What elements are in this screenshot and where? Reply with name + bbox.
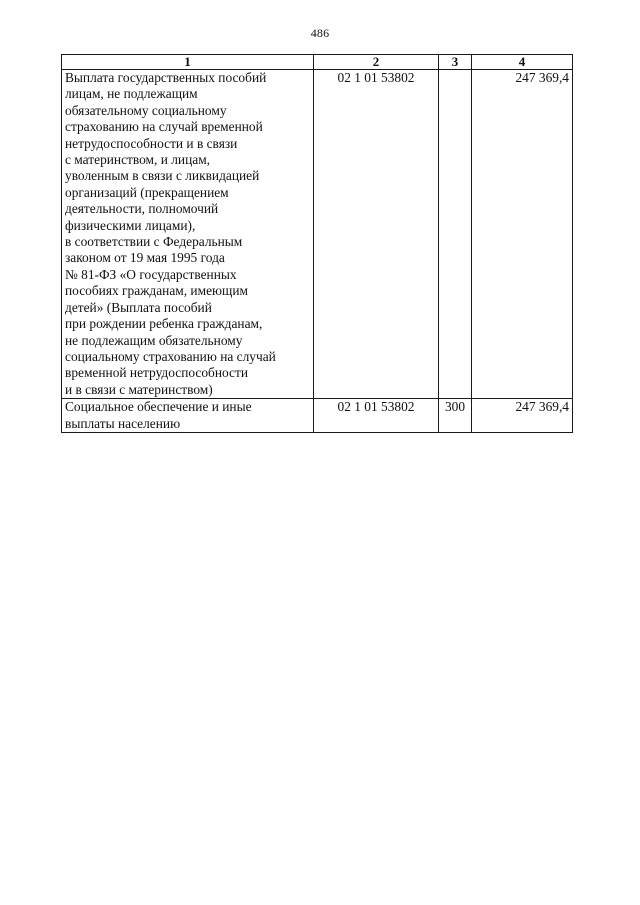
description-line: не подлежащим обязательному xyxy=(65,332,243,348)
description-line: организаций (прекращением xyxy=(65,184,229,200)
description-line: уволенным в связи с ликвидацией xyxy=(65,168,260,184)
description-line: деятельности, полномочий xyxy=(65,201,219,217)
description-line: и в связи с материнством) xyxy=(65,381,213,397)
column-header-4: 4 xyxy=(472,55,573,70)
description-line: № 81-ФЗ «О государственных xyxy=(65,266,237,282)
row-description xyxy=(62,399,314,433)
row-amount: 247 369,4 xyxy=(472,399,573,433)
description-line: с материнством, и лицам, xyxy=(65,152,211,168)
column-header-2: 2 xyxy=(314,55,439,70)
table-row xyxy=(62,399,573,433)
row-code: 02 1 01 53802 xyxy=(314,70,439,399)
column-header-1: 1 xyxy=(62,55,314,70)
budget-table xyxy=(61,54,573,433)
description-line: Социальное обеспечение и иные xyxy=(65,399,252,415)
description-line: обязательному социальному xyxy=(65,102,227,118)
description-line: нетрудоспособности и в связи xyxy=(65,135,238,151)
description-line: социальному страхованию на случай xyxy=(65,348,276,364)
table-body xyxy=(62,70,573,433)
description-line: страхованию на случай временной xyxy=(65,119,263,135)
description-line: физическими лицами), xyxy=(65,217,196,233)
row-expense-type: 300 xyxy=(439,399,472,433)
description-line: Выплата государственных пособий xyxy=(65,70,267,85)
table-header xyxy=(62,55,573,70)
description-line: пособиях гражданам, имеющим xyxy=(65,283,248,299)
description-line: лицам, не подлежащим xyxy=(65,86,198,102)
header-row xyxy=(62,55,573,70)
description-line: выплаты населению xyxy=(65,415,181,431)
row-expense-type xyxy=(439,70,472,399)
row-code: 02 1 01 53802 xyxy=(314,399,439,433)
description-line: детей» (Выплата пособий xyxy=(65,299,212,315)
page-number: 486 xyxy=(310,26,330,40)
description-line: при рождении ребенка гражданам, xyxy=(65,316,263,332)
description-line: законом от 19 мая 1995 года xyxy=(65,250,225,266)
row-amount: 247 369,4 xyxy=(472,70,573,399)
table-row xyxy=(62,70,573,399)
column-header-3: 3 xyxy=(439,55,472,70)
description-line: временной нетрудоспособности xyxy=(65,365,249,381)
description-line: в соответствии с Федеральным xyxy=(65,234,243,250)
row-description xyxy=(62,70,314,399)
